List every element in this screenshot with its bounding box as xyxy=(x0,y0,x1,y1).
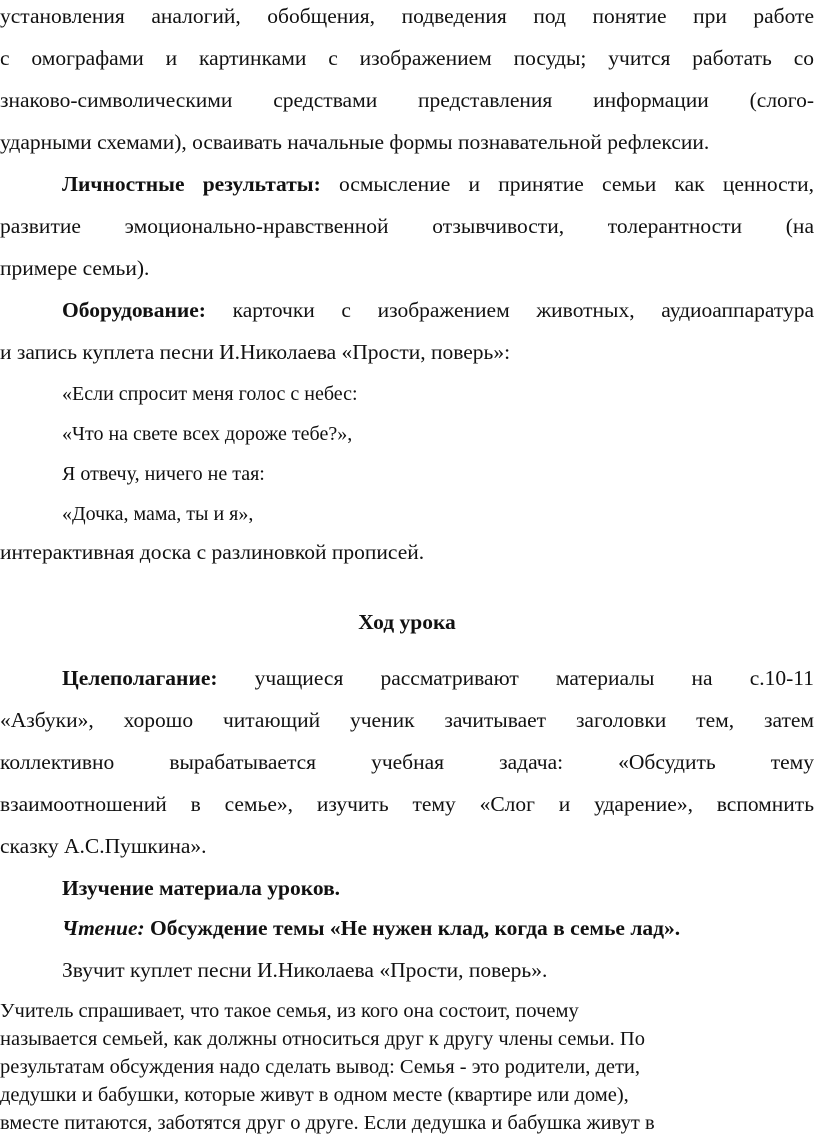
para1-line-3: знаково-символическими средствами представления информации (слого- xyxy=(0,88,814,112)
equipment-line-2: и запись куплета песни И.Николаева «Прости, поверь»: xyxy=(0,340,511,364)
equipment-line-3: интерактивная доска с разлиновкой прописей. xyxy=(0,540,425,564)
personal-results-line-1: Личностные результаты: осмысление и принятие семьи как ценности, xyxy=(62,172,814,196)
teacher-line-5: вместе питаются, заботятся друг о друге. Если дедушка и бабушка живут в xyxy=(0,1112,655,1134)
personal-results-label: Личностные результаты: xyxy=(62,172,321,196)
teacher-line-1: Учитель спрашивает, что такое семья, из кого она состоит, почему xyxy=(0,1000,579,1022)
goal-label: Целеполагание: xyxy=(62,666,218,690)
para1-line-2: с омографами и картинками с изображением посуды; учится работать со xyxy=(0,46,814,70)
personal-results-line-3: примере семьи). xyxy=(0,256,150,280)
equipment-label: Оборудование: xyxy=(62,298,206,322)
teacher-line-2: называется семьей, как должны относиться друг к другу члены семьи. По xyxy=(0,1028,645,1050)
reading-label: Чтение: xyxy=(62,916,145,940)
verse-line-3: Я отвечу, ничего не тая: xyxy=(62,463,265,485)
study-heading: Изучение материала уроков. xyxy=(62,876,341,900)
goal-line-3: коллективно вырабатывается учебная задача: «Обсудить тему xyxy=(0,750,814,774)
goal-line-2: «Азбуки», хорошо читающий ученик зачитывает заголовки тем, затем xyxy=(0,708,814,732)
goal-line-5: сказку А.С.Пушкина». xyxy=(0,834,207,858)
section-heading: Ход урока xyxy=(358,610,456,634)
para1-line-1: установления аналогий, обобщения, подведения под понятие при работе xyxy=(0,4,814,28)
reading-line xyxy=(62,914,814,942)
personal-results-line-2: развитие эмоционально-нравственной отзывчивости, толерантности (на xyxy=(0,214,814,238)
equipment-line-1: Оборудование: карточки с изображением животных, аудиоаппаратура xyxy=(62,298,814,322)
reading-topic: Обсуждение темы «Не нужен клад, когда в семье лад». xyxy=(144,916,681,940)
song-line: Звучит куплет песни И.Николаева «Прости, поверь». xyxy=(62,958,548,982)
verse-line-2: «Что на свете всех дороже тебе?», xyxy=(62,423,353,445)
goal-line-1: Целеполагание: учащиеся рассматривают материалы на с.10-11 xyxy=(62,666,814,690)
para1-line-4: ударными схемами), осваивать начальные формы познавательной рефлексии. xyxy=(0,130,710,154)
verse-line-4: «Дочка, мама, ты и я», xyxy=(62,503,254,525)
teacher-line-3: результатам обсуждения надо сделать вывод: Семья - это родители, дети, xyxy=(0,1056,641,1078)
goal-line-4: взаимоотношений в семье», изучить тему «Слог и ударение», вспомнить xyxy=(0,792,814,816)
teacher-line-4: дедушки и бабушки, которые живут в одном месте (квартире или доме), xyxy=(0,1084,629,1106)
verse-line-1: «Если спросит меня голос с небес: xyxy=(62,383,358,405)
